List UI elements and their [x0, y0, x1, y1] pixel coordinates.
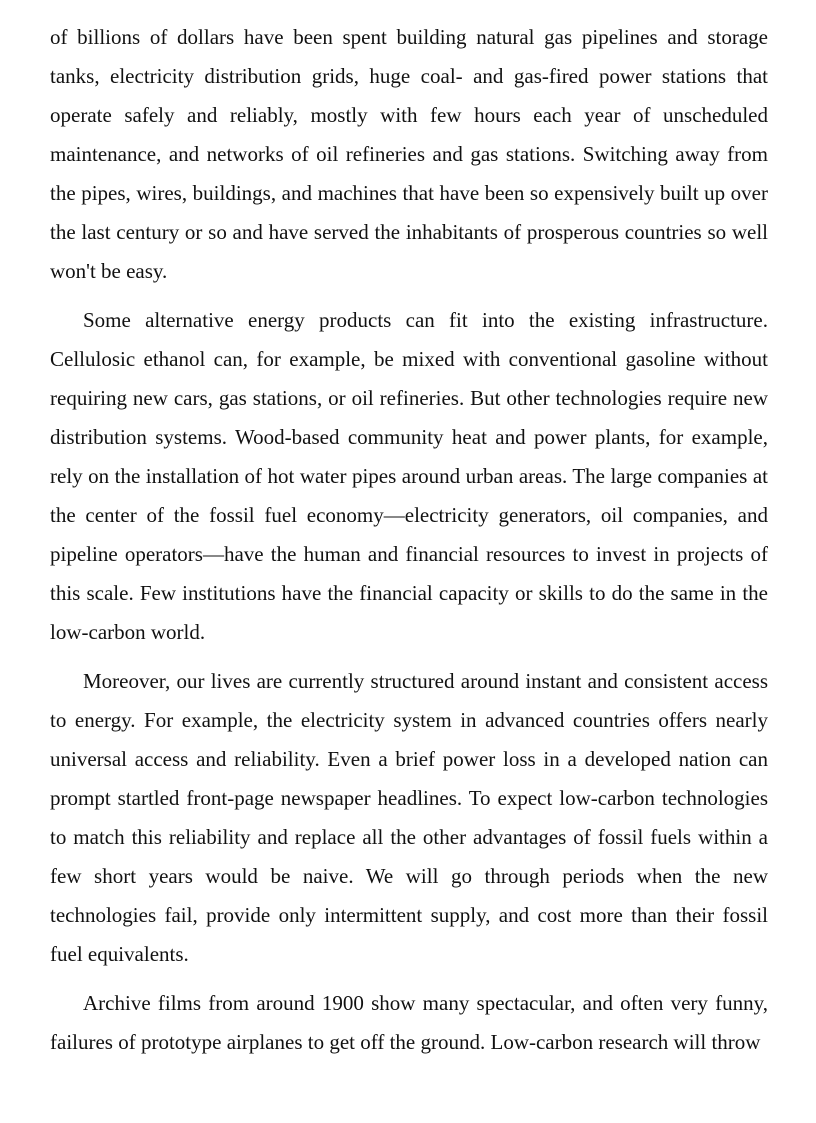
paragraph-reliability: Moreover, our lives are currently structured around instant and consistent access to energy. For example, the electricity system in advanced countries offers nearly universal access and reliability. Even a brief power loss in a developed nation can prompt startled front-page newspaper headlines. To expect low-carbon technologies to match this reliability and replace all the other advantages of fossil fuels within a few short years would be naive. We will go through periods when the new technologies fail, provide only intermittent supply, and cost more than their fossil fuel equivalents. — [50, 669, 768, 966]
document-page — [50, 18, 768, 1072]
paragraph-continued: of billions of dollars have been spent building natural gas pipelines and storage tanks, electricity distribution grids, huge coal- and gas-fired power stations that operate safely and reliably, mostly with few hours each year of unscheduled maintenance, and networks of oil refineries and gas stations. Switching away from the pipes, wires, buildings, and machines that have been so expensively built up over the last century or so and have served the inhabitants of prosperous countries so well won't be easy. — [50, 25, 768, 283]
paragraph-infrastructure: Some alternative energy products can fit into the existing infrastructure. Cellulosic ethanol can, for example, be mixed with conventional gasoline without requiring new cars, gas stations, or oil refineries. But other technologies require new distribution systems. Wood-based community heat and power plants, for example, rely on the installation of hot water pipes around urban areas. The large companies at the center of the fossil fuel economy—electricity generators, oil companies, and pipeline operators—have the human and financial resources to invest in projects of this scale. Few institutions have the financial capacity or skills to do the same in the low-carbon world. — [50, 308, 768, 644]
paragraph-archive-films: Archive films from around 1900 show many spectacular, and often very funny, failures of prototype airplanes to get off the ground. Low-carbon research will throw — [50, 991, 768, 1054]
